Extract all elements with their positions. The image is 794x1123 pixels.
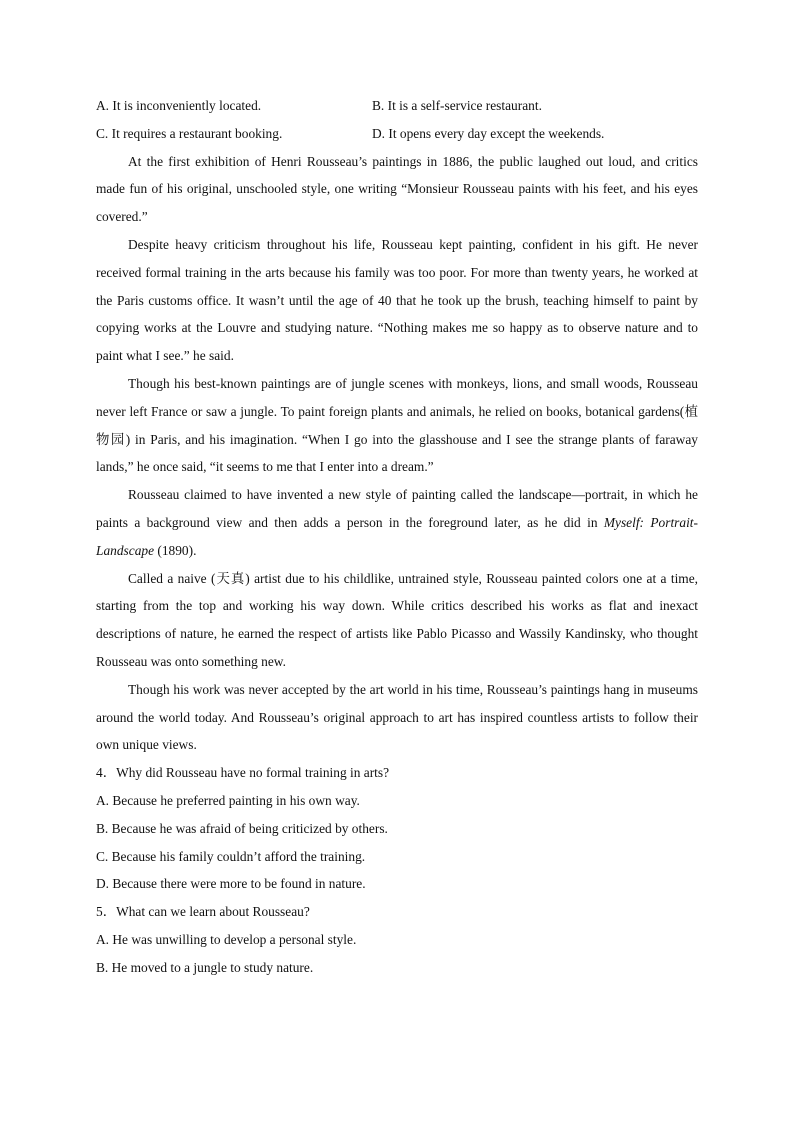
question-4-stem: 4．Why did Rousseau have no formal training in arts? [96,765,390,781]
paragraph-3: Though his best-known paintings are of jungle scenes with monkeys, lions, and small woods, Rousseau never left France or saw a jungle. To paint foreign plants and animals, he relied on books, botanical gardens(植物园) in Paris, and his imagination. “When I go into the glasshouse and I see the strange plants of faraway lands,” he once said, “it seems to me that I enter into a dream.” [96,375,698,475]
question-4-option-a: A. Because he preferred painting in his own way. [96,792,360,808]
paragraph-5: Called a naive (天真) artist due to his childlike, untrained style, Rousseau painted colors one at a time, starting from the top and working his way down. While critics described his works as flat and inexact descriptions of nature, he earned the respect of artists like Pablo Picasso and Wassily Kandinsky, who thought Rousseau was onto something new. [96,570,698,669]
question-5-option-b: B. He moved to a jungle to study nature. [96,959,314,975]
document-page [96,92,698,982]
option-b: B. It is a self-service restaurant. [372,98,542,113]
options-row-ab [96,92,698,120]
question-4-option-d: D. Because there were more to be found in nature. [96,876,366,892]
paragraph-1: At the first exhibition of Henri Rousseau’s paintings in 1886, the public laughed out loud, and critics made fun of his original, unschooled style, one writing “Monsieur Rousseau paints with his feet, and his eyes covered.” [96,153,698,225]
question-4-option-b: B. Because he was afraid of being criticized by others. [96,820,388,836]
painting-title: Myself: Portrait-Landscape [96,514,698,558]
paragraph-2: Despite heavy criticism throughout his life, Rousseau kept painting, confident in his gift. He never received formal training in the arts because his family was too poor. For more than twenty years, he worked at the Paris customs office. It wasn’t until the age of 40 that he took up the brush, teaching himself to paint by copying works at the Louvre and studying nature. “Nothing makes me so happy as to observe nature and to paint what I see.” he said. [96,236,698,364]
question-5-stem: 5．What can we learn about Rousseau? [96,904,310,920]
options-row-cd [96,120,698,148]
question-5-option-a: A. He was unwilling to develop a personal style. [96,931,357,947]
option-d: D. It opens every day except the weekends. [372,125,605,141]
paragraph-6: Though his work was never accepted by the art world in his time, Rousseau’s paintings hang in museums around the world today. And Rousseau’s original approach to art has inspired countless artists to follow their own unique views. [96,681,698,753]
option-a: A. It is inconveniently located. [96,98,262,113]
paragraph-4: Rousseau claimed to have invented a new style of painting called the landscape—portrait, in which he paints a background view and then adds a person in the foreground later, as he did in Myself: Portrait-Landscape (1890). [96,487,698,558]
option-c: C. It requires a restaurant booking. [96,125,283,141]
question-4-option-c: C. Because his family couldn’t afford the training. [96,848,366,864]
